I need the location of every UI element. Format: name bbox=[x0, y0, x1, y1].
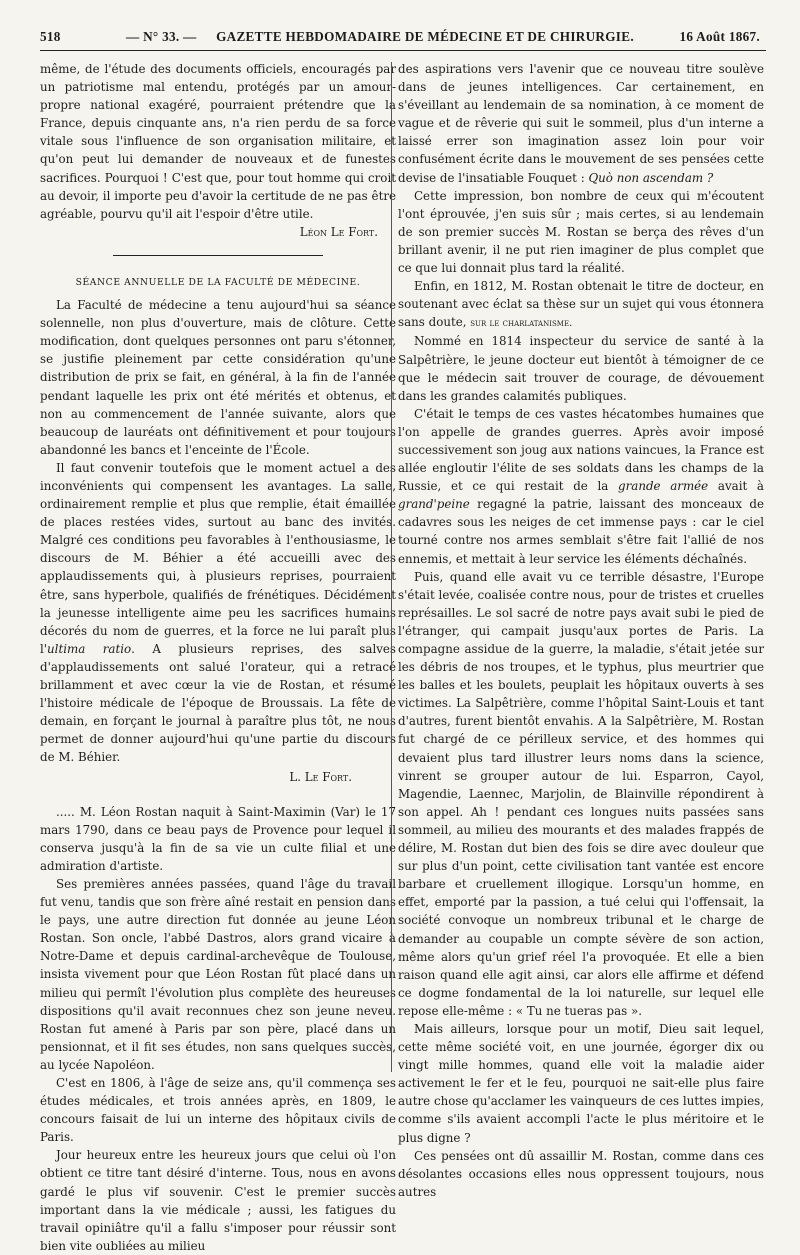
paragraph: C'était le temps de ces vastes hécatombes humaines que l'on appelle de grandes guerres. Après avoir imposé successivement son joug aux nations vaincues, la France est allée engloutir l'élite de ses soldats dans les champs de la Russie, et ce qui restait de la grande armée avait à grand'peine regagné la patrie, laissant des monceaux de cadavres sous les neiges de cet immense pays : car le ciel tourné contre nos armes semblait s'être fait l'allié de nos ennemis, et mettait à leur service les éléments déchaînés. bbox=[398, 406, 764, 566]
section-divider bbox=[113, 255, 323, 256]
paragraph: ..... M. Léon Rostan naquit à Saint-Maximin (Var) le 17 mars 1790, dans ce beau pays de Provence pour lequel il conserva jusqu'à la fin de sa vie un culte filial et une admiration d'artiste. bbox=[40, 804, 396, 873]
journal-title: GAZETTE HEBDOMADAIRE DE MÉDECINE ET DE CHIRURGIE. bbox=[216, 29, 634, 44]
paragraph: Enfin, en 1812, M. Rostan obtenait le titre de docteur, en soutenant avec éclat sa thèse sur un sujet qui vous étonnera sans doute, sur le charlatanisme. bbox=[398, 279, 764, 330]
paragraph: Nommé en 1814 inspecteur du service de santé à la Salpêtrière, le jeune docteur eut bientôt à témoigner de ce que le médecin sait trouver de courage, de dévouement dans les grandes calamités publiques. bbox=[398, 334, 764, 403]
paragraph: Puis, quand elle avait vu ce terrible désastre, l'Europe s'était levée, coalisée contre nous, pour de tristes et cruelles représailles. Le sol sacré de notre pays avait subi le pied de l'étranger, qui campait jusqu'aux portes de Paris. La compagne assidue de la guerre, la maladie, s'était jetée sur les débris de nos troupes, et le typhus, plus meurtrier que les balles et les boulets, peuplait les hôpitaux ouverts à ses victimes. La Salpêtrière, comme l'hôpital Saint-Louis et tant d'autres, furent bientôt envahis. A la Salpêtrière, M. Rostan fut chargé de ce périlleux service, et des hommes qui devaient plus tard illustrer leurs noms dans la science, vinrent se grouper autour de lui. Esparron, Cayol, Magendie, Laennec, Marjolin, de Blainville répondirent à son appel. Ah ! pendant ces longues nuits passées sans sommeil, au milieu des mourants et des malades frappés de délire, M. Rostan dut bien des fois se dire avec douleur que sur plus d'un point, cette civilisation tant vantée est encore barbare et cruellement illogique. Lorsqu'un homme, en effet, emporté par la passion, a tué celui qui l'offensait, la société convoque un nombreux tribunal et le charge de demander au coupable un compte sévère de son action, même alors qu'un grief réel l'a provoquée. Et elle a bien raison quand elle agit ainsi, car alors elle affirme et défend ce dogme fondamental de la loi naturelle, sur lequel elle repose elle-même : « Tu ne tueras pas ». bbox=[398, 569, 764, 1018]
paragraph: Cette impression, bon nombre de ceux qui m'écoutent l'ont éprouvée, j'en suis sûr ; mais certes, si au lendemain de son premier succès M. Rostan se berça des rêves d'un brillant avenir, il ne put rien imaginer de plus complet que ce que lui donnait plus tard la réalité. bbox=[398, 188, 764, 276]
paragraph: Il faut convenir toutefois que le moment actuel a des inconvénients qui compensent les avantages. La salle, ordinairement remplie et plus que remplie, était émaillée de places restées vides, surtout au banc des invités. Malgré ces conditions peu favorables à l'enthousiasme, le discours de M. Béhier a été accueilli avec des applaudissements qui, à plusieurs reprises, pourraient être, sans hyperbole, qualifiés de frénétiques. Décidément la jeunesse intelligente aime peu les sacrifices humains décorés du nom de guerres, et la force ne lui paraît plus l'ultima ratio. A plusieurs reprises, des salves d'applaudissements ont salué l'orateur, qui a retracé brillamment et avec cœur la vie de Rostan, et résumé l'histoire médicale de l'époque de Broussais. La fête de demain, en forçant le journal à paraître plus tôt, ne nous permet de donner aujourd'hui qu'une partie du discours de M. Béhier. bbox=[40, 460, 397, 765]
paragraph: des aspirations vers l'avenir que ce nouveau titre soulève dans de jeunes intelligences. Car certainement, en s'éveillant au lendemain de sa nomination, à ce moment de vague et de rêverie qui suit le sommeil, plus d'un interne a laissé errer son imagination assez loin pour voir confusément écrite dans le mouvement de ses pensées cette devise de l'insatiable Fouquet : Quò non ascendam ? bbox=[398, 62, 764, 185]
paragraph: C'est en 1806, à l'âge de seize ans, qu'il commença ses études médicales, et trois années après, en 1809, le concours faisait de lui un interne des hôpitaux civils de Paris. bbox=[40, 1075, 396, 1145]
page-header bbox=[40, 12, 766, 51]
paragraph: Ces pensées ont dû assaillir M. Rostan, comme dans ces désolantes occasions elles nous oppressent toujours, nous autres bbox=[398, 1148, 764, 1199]
left-column bbox=[40, 60, 396, 1255]
signature: L. Le Fort. bbox=[289, 770, 352, 785]
spacer bbox=[40, 787, 396, 803]
signature: Léon Le Fort. bbox=[299, 224, 378, 239]
paragraph: Mais ailleurs, lorsque pour un motif, Dieu sait lequel, cette même société voit, en une journée, égorger dix ou vingt mille hommes, quand elle voit la maladie aider activement le fer et le feu, pourquoi ne sait-elle plus faire autre chose qu'acclamer les vainqueurs de ces luttes impies, comme s'ils avaient accompli l'acte le plus méritoire et le plus digne ? bbox=[398, 1021, 764, 1145]
issue-number: — N° 33. — bbox=[126, 29, 197, 44]
paragraph: La Faculté de médecine a tenu aujourd'hui sa séance solennelle, non plus d'ouverture, mais de clôture. Cette modification, dont quelques personnes ont paru s'étonner, se justifie pleinement par cette considération qu'une distribution de prix se fait, en général, à la fin de l'année pendant laquelle les prix ont été mérités et obtenus, et non au commencement de l'année suivante, alors que beaucoup de lauréats ont définitivement et pour toujours abandonné les bancs et l'enceinte de l'École. bbox=[40, 298, 396, 457]
paragraph: Ses premières années passées, quand l'âge du travail fut venu, tandis que son frère aîné restait en pension dans le pays, une autre direction fut donnée au jeune Léon Rostan. Son oncle, l'abbé Dastros, alors grand vicaire à Notre-Dame et depuis cardinal-archevêque de Toulouse, insista vivement pour que Léon Rostan fût placé dans un milieu qui permît l'évolution plus complète des heureuses dispositions qu'il avait reconnues chez son jeune neveu. Rostan fut amené à Paris par son père, placé dans un pensionnat, et il fit ses études, non sans quelques succès, au lycée Napoléon. bbox=[40, 876, 396, 1072]
section-title: SÉANCE ANNUELLE DE LA FACULTÉ DE MÉDECINE. bbox=[75, 276, 361, 288]
issue-date: 16 Août 1867. bbox=[679, 29, 760, 44]
right-column bbox=[398, 60, 764, 1201]
page-number: 518 bbox=[40, 29, 61, 44]
column-rule bbox=[391, 62, 392, 1072]
paragraph: Jour heureux entre les heureux jours que celui où l'on obtient ce titre tant désiré d'interne. Tous, nous en avons gardé le plus vif souvenir. C'est le premier succès important dans la vie médicale ; aussi, les fatigues du travail opiniâtre qu'il a fallu s'imposer pour réussir sont bien vite oubliées au milieu bbox=[40, 1148, 396, 1253]
paragraph: même, de l'étude des documents officiels, encouragés par un patriotisme mal entendu, protégés par un amour-propre national exagéré, pourraient prétendre que la France, depuis cinquante ans, n'a rien perdu de sa force vitale sous l'influence de son organisation militaire, et qu'on peut lui demander de nouveaux et de funestes sacrifices. Pourquoi ! C'est que, pour tout homme qui croit au devoir, il importe peu d'avoir la certitude de ne pas être agréable, pourvu qu'il ait l'espoir d'être utile. bbox=[40, 62, 396, 221]
